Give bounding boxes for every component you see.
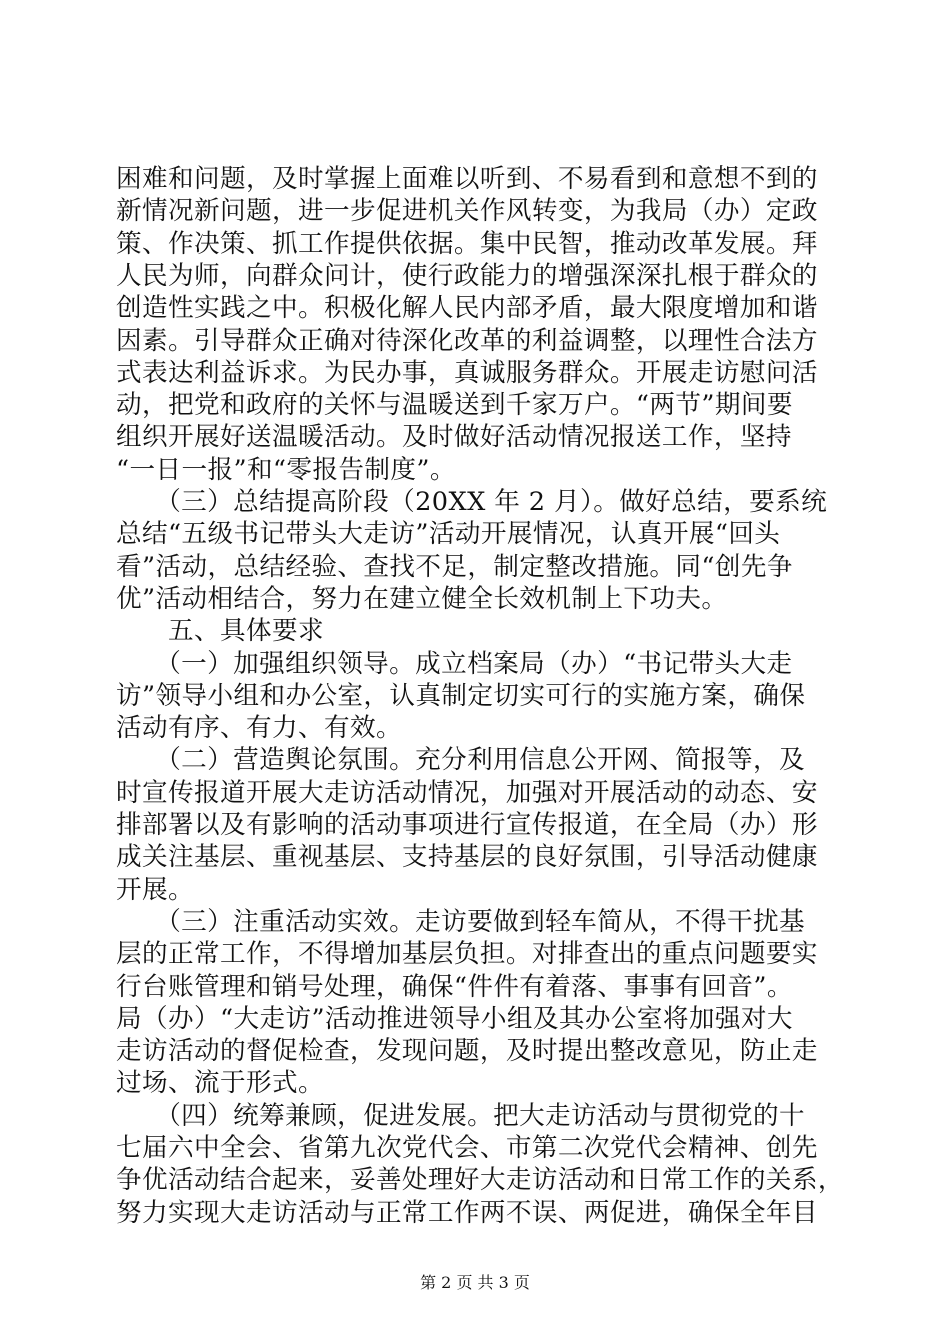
text-line: （四）统筹兼顾，促进发展。把大走访活动与贯彻党的十 [116, 1100, 806, 1131]
text-line: 开展。 [116, 874, 194, 905]
text-line: 访”领导小组和办公室，认真制定切实可行的实施方案，确保 [116, 680, 806, 711]
text-line: 总结“五级书记带头大走访”活动开展情况，认真开展“回头 [116, 519, 781, 550]
text-line: （一）加强组织领导。成立档案局（办）“书记带头大走 [116, 648, 793, 679]
text-line: （二）营造舆论氛围。充分利用信息公开网、简报等，及 [116, 745, 806, 776]
text-line: 局（办）“大走访”活动推进领导小组及其办公室将加强对大 [116, 1003, 793, 1034]
text-line: 争优活动结合起来，妥善处理好大走访活动和日常工作的关系， [116, 1165, 844, 1196]
text-line: 过场、流于形式。 [116, 1068, 324, 1099]
text-line: “一日一报”和“零报告制度”。 [116, 454, 456, 485]
text-line: 层的正常工作，不得增加基层负担。对排查出的重点问题要实 [116, 939, 818, 970]
text-line: 七届六中全会、省第九次党代会、市第二次党代会精神、创先 [116, 1133, 818, 1163]
text-line: 创造性实践之中。积极化解人民内部矛盾，最大限度增加和谐 [116, 293, 818, 324]
text-line: 新情况新问题，进一步促进机关作风转变，为我局（办）定政 [116, 196, 818, 227]
text-line: 走访活动的督促检查，发现问题，及时提出整改意见，防止走 [116, 1036, 818, 1067]
text-line: 组织开展好送温暖活动。及时做好活动情况报送工作，坚持 [116, 422, 792, 453]
text-line: 因素。引导群众正确对待深化改革的利益调整，以理性合法方 [116, 325, 818, 356]
text-line: 优”活动相结合，努力在建立健全长效机制上下功夫。 [116, 583, 728, 614]
text-line: 策、作决策、抓工作提供依据。集中民智，推动改革发展。拜 [116, 228, 818, 259]
text-line: 行台账管理和销号处理，确保“件件有着落、事事有回音”。 [116, 971, 793, 1002]
text-line: 人民为师，向群众问计，使行政能力的增强深深扎根于群众的 [116, 260, 818, 291]
text-line: （三）总结提高阶段（20XX 年 2 月）。做好总结，要系统 [116, 487, 828, 517]
text-line: 努力实现大走访活动与正常工作两不误、两促进，确保全年目 [116, 1197, 818, 1228]
text-line: 困难和问题，及时掌握上面难以听到、不易看到和意想不到的 [116, 164, 818, 194]
text-line: 动，把党和政府的关怀与温暖送到千家万户。“两节”期间要 [116, 390, 793, 421]
page-number-footer: 第 2 页 共 3 页 [420, 1273, 530, 1292]
text-line: 看”活动，总结经验、查找不足，制定整改措施。同“创先争 [116, 551, 793, 582]
section-heading: 五、具体要求 [116, 616, 324, 647]
text-line: 式表达利益诉求。为民办事，真诚服务群众。开展走访慰问活 [116, 357, 818, 388]
text-line: 时宣传报道开展大走访活动情况，加强对开展活动的动态、安 [116, 777, 818, 808]
text-line: 排部署以及有影响的活动事项进行宣传报道，在全局（办）形 [116, 810, 818, 840]
text-line: 成关注基层、重视基层、支持基层的良好氛围，引导活动健康 [116, 842, 818, 873]
text-line: （三）注重活动实效。走访要做到轻车简从，不得干扰基 [116, 906, 806, 937]
text-line: 活动有序、有力、有效。 [116, 713, 402, 744]
